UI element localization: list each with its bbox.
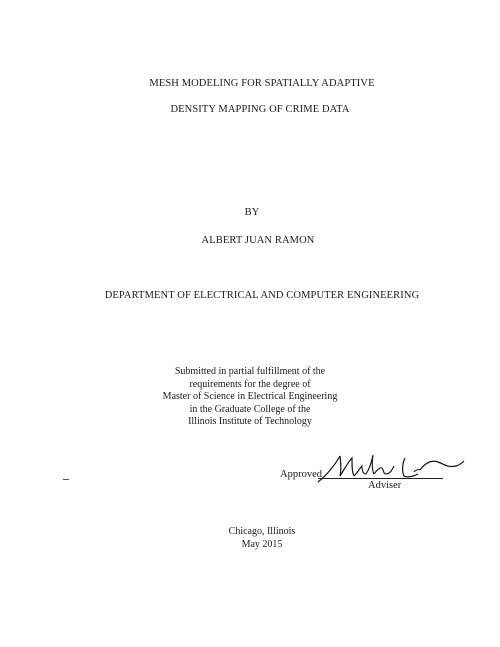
degree-statement-line-5: Illinois Institute of Technology bbox=[188, 416, 312, 427]
thesis-title-line-1: MESH MODELING FOR SPATIALLY ADAPTIVE bbox=[149, 78, 375, 89]
adviser-label: Adviser bbox=[368, 480, 402, 491]
degree-statement-line-1: Submitted in partial fulfillment of the bbox=[174, 366, 326, 377]
degree-statement-line-4: in the Graduate College of the bbox=[189, 403, 311, 415]
date: May 2015 bbox=[241, 538, 283, 550]
author-name: ALBERT JUAN RAMON bbox=[201, 235, 315, 246]
degree-statement bbox=[0, 366, 500, 429]
place-and-date bbox=[12, 526, 500, 551]
approval-block bbox=[268, 452, 468, 497]
department-name: DEPARTMENT OF ELECTRICAL AND COMPUTER ENGINEERING bbox=[104, 290, 420, 301]
degree-statement-line-2: requirements for the degree of bbox=[189, 378, 311, 390]
degree-statement-line-3: Master of Science in Electrical Engineering bbox=[162, 391, 338, 402]
approved-label: Approved bbox=[280, 469, 322, 480]
thesis-title-line-2: DENSITY MAPPING OF CRIME DATA bbox=[170, 104, 350, 115]
signature-line bbox=[318, 478, 443, 479]
by-label: BY bbox=[244, 207, 260, 218]
place: Chicago, Illinois bbox=[228, 526, 296, 537]
scan-mark bbox=[63, 479, 69, 480]
